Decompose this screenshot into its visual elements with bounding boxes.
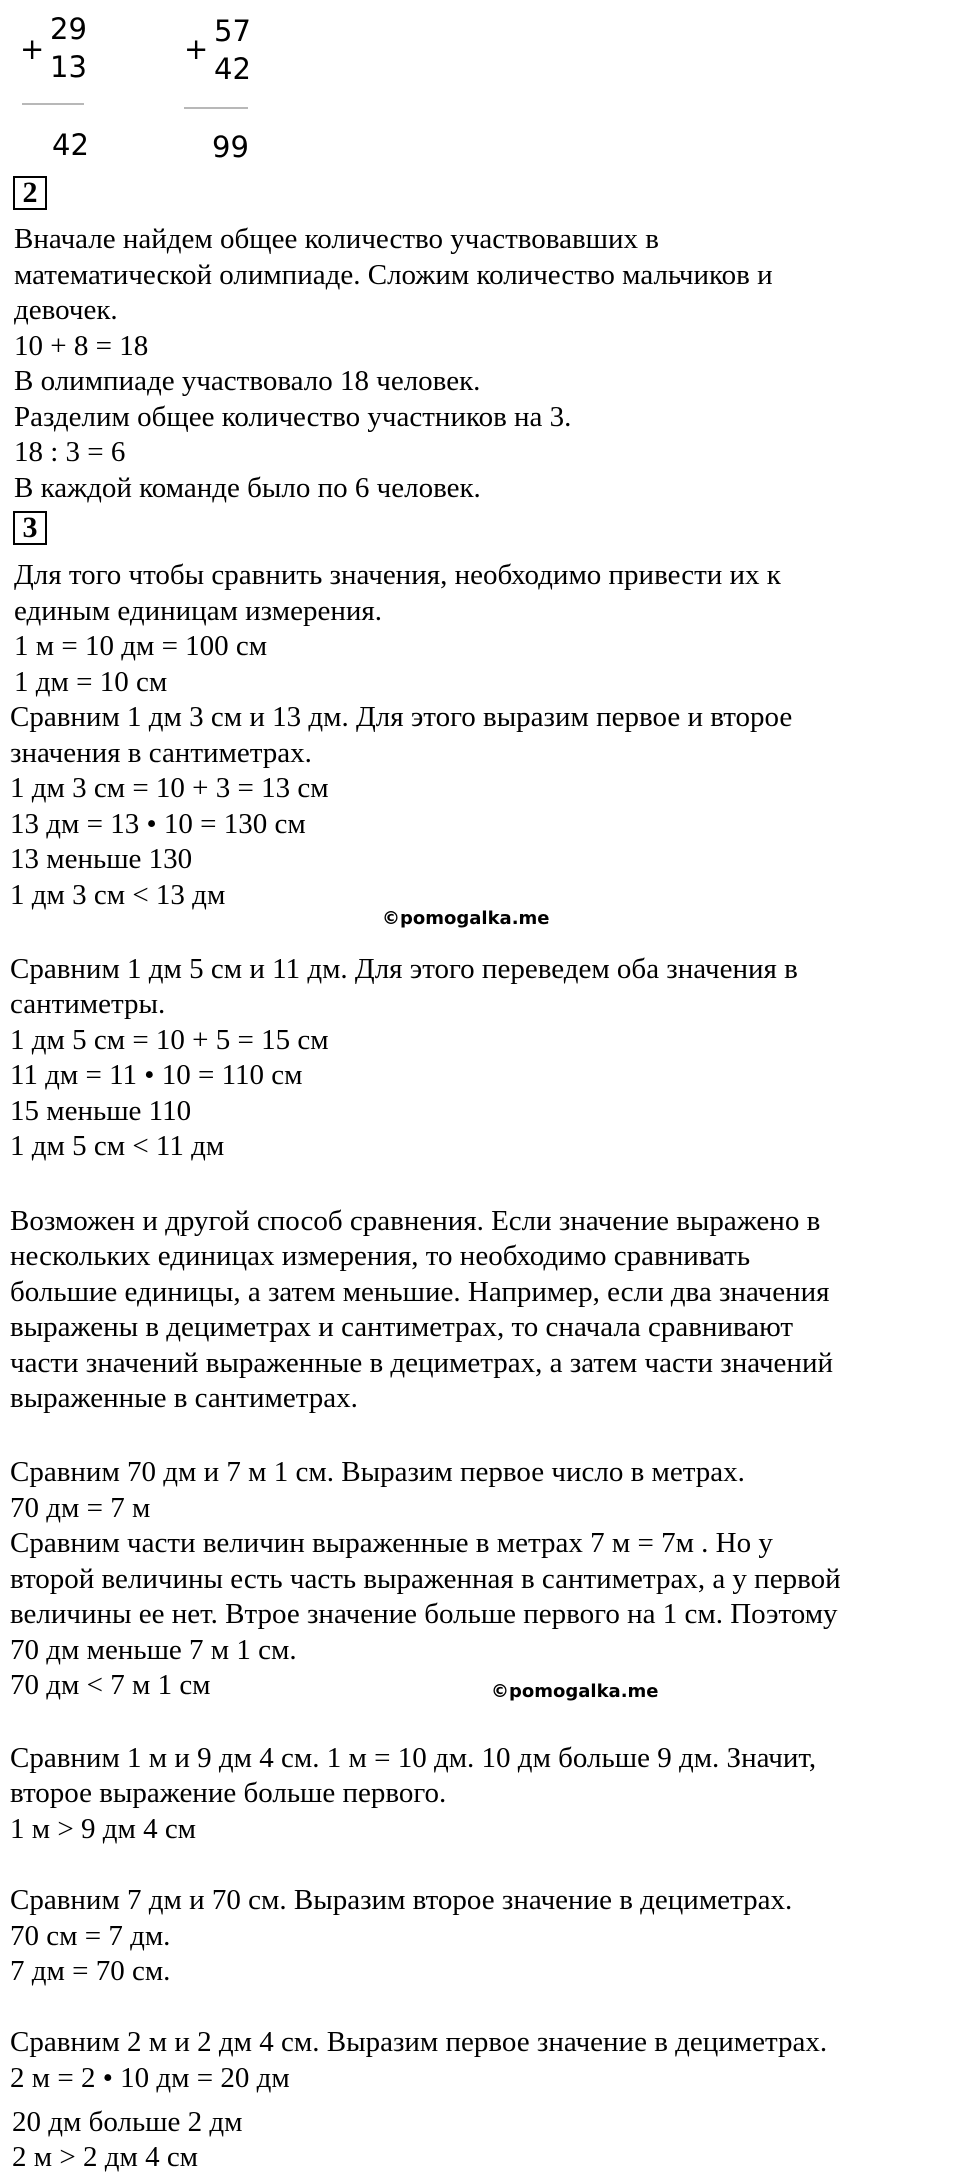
text-line: 15 меньше 110 xyxy=(10,1095,192,1127)
watermark: ©pomogalka.me xyxy=(491,1681,659,1702)
sum: 42 xyxy=(52,128,89,162)
addend-1: 57 xyxy=(214,14,251,48)
addend-1: 29 xyxy=(50,12,87,46)
text-line: девочек. xyxy=(14,294,118,326)
text-line: 2 м > 2 дм 4 см xyxy=(12,2141,199,2173)
text-line: Сравним 2 м и 2 дм 4 см. Выразим первое значение в дециметрах. xyxy=(10,2026,828,2058)
text-line: 70 дм < 7 м 1 см xyxy=(10,1669,211,1701)
text-line: 1 дм 3 см < 13 дм xyxy=(10,879,226,911)
text-line: 70 дм меньше 7 м 1 см. xyxy=(10,1634,297,1666)
text-line: математической олимпиаде. Сложим количество мальчиков и xyxy=(14,259,773,291)
text-line: Разделим общее количество участников на 3. xyxy=(14,401,572,433)
text-line: 13 меньше 130 xyxy=(10,843,193,875)
text-line: Возможен и другой способ сравнения. Если значение выражено в xyxy=(10,1205,821,1237)
text-line: 20 дм больше 2 дм xyxy=(12,2106,243,2138)
text-line: 11 дм = 11 • 10 = 110 см xyxy=(10,1059,303,1091)
task-number-2: 2 xyxy=(13,176,47,210)
text-line: В олимпиаде участвовало 18 человек. xyxy=(14,365,481,397)
text-line: Сравним 7 дм и 70 см. Выразим второе значение в дециметрах. xyxy=(10,1884,793,1916)
column-addition-1 xyxy=(0,0,140,170)
plus-sign: + xyxy=(20,32,45,66)
text-line: 1 дм 5 см < 11 дм xyxy=(10,1130,225,1162)
text-line: 18 : 3 = 6 xyxy=(14,436,126,468)
text-line: Сравним 70 дм и 7 м 1 см. Выразим первое число в метрах. xyxy=(10,1456,745,1488)
text-line: второй величины есть часть выраженная в сантиметрах, а у первой xyxy=(10,1563,841,1595)
watermark: ©pomogalka.me xyxy=(382,908,550,929)
sum-line xyxy=(184,107,248,109)
text-line: второе выражение больше первого. xyxy=(10,1777,447,1809)
text-line: В каждой команде было по 6 человек. xyxy=(14,472,481,504)
addend-2: 13 xyxy=(50,50,87,84)
sum-line xyxy=(22,103,84,105)
column-addition-2 xyxy=(160,0,300,170)
text-line: 7 дм = 70 см. xyxy=(10,1955,171,1987)
sum: 99 xyxy=(212,130,249,164)
text-line: части значений выраженные в дециметрах, а затем части значений xyxy=(10,1347,833,1379)
text-line: 1 дм = 10 см xyxy=(14,666,168,698)
text-line: 2 м = 2 • 10 дм = 20 дм xyxy=(10,2062,290,2094)
text-line: величины ее нет. Втрое значение больше первого на 1 см. Поэтому xyxy=(10,1598,838,1630)
text-line: значения в сантиметрах. xyxy=(10,737,312,769)
text-line: 1 дм 5 см = 10 + 5 = 15 см xyxy=(10,1024,329,1056)
text-line: 1 м > 9 дм 4 см xyxy=(10,1813,197,1845)
text-line: Сравним 1 м и 9 дм 4 см. 1 м = 10 дм. 10 дм больше 9 дм. Значит, xyxy=(10,1742,817,1774)
plus-sign: + xyxy=(184,32,209,66)
text-line: 1 дм 3 см = 10 + 3 = 13 см xyxy=(10,772,329,804)
text-line: 1 м = 10 дм = 100 см xyxy=(14,630,268,662)
text-line: единым единицам измерения. xyxy=(14,595,382,627)
text-line: Для того чтобы сравнить значения, необходимо привести их к xyxy=(14,559,781,591)
text-line: Вначале найдем общее количество участвовавших в xyxy=(14,223,659,255)
text-line: Сравним части величин выраженные в метрах 7 м = 7м . Но у xyxy=(10,1527,773,1559)
task-number-3: 3 xyxy=(13,511,47,545)
text-line: 10 + 8 = 18 xyxy=(14,330,149,362)
text-line: нескольких единицах измерения, то необходимо сравнивать xyxy=(10,1240,751,1272)
text-line: выражены в дециметрах и сантиметрах, то сначала сравнивают xyxy=(10,1311,794,1343)
text-line: 70 см = 7 дм. xyxy=(10,1920,171,1952)
text-line: выраженные в сантиметрах. xyxy=(10,1382,358,1414)
text-line: сантиметры. xyxy=(10,988,166,1020)
text-line: 70 дм = 7 м xyxy=(10,1492,151,1524)
text-line: Сравним 1 дм 3 см и 13 дм. Для этого выразим первое и второе xyxy=(10,701,793,733)
text-line: Сравним 1 дм 5 см и 11 дм. Для этого переведем оба значения в xyxy=(10,953,798,985)
text-line: большие единицы, а затем меньшие. Например, если два значения xyxy=(10,1276,830,1308)
text-line: 13 дм = 13 • 10 = 130 см xyxy=(10,808,306,840)
addend-2: 42 xyxy=(214,52,251,86)
